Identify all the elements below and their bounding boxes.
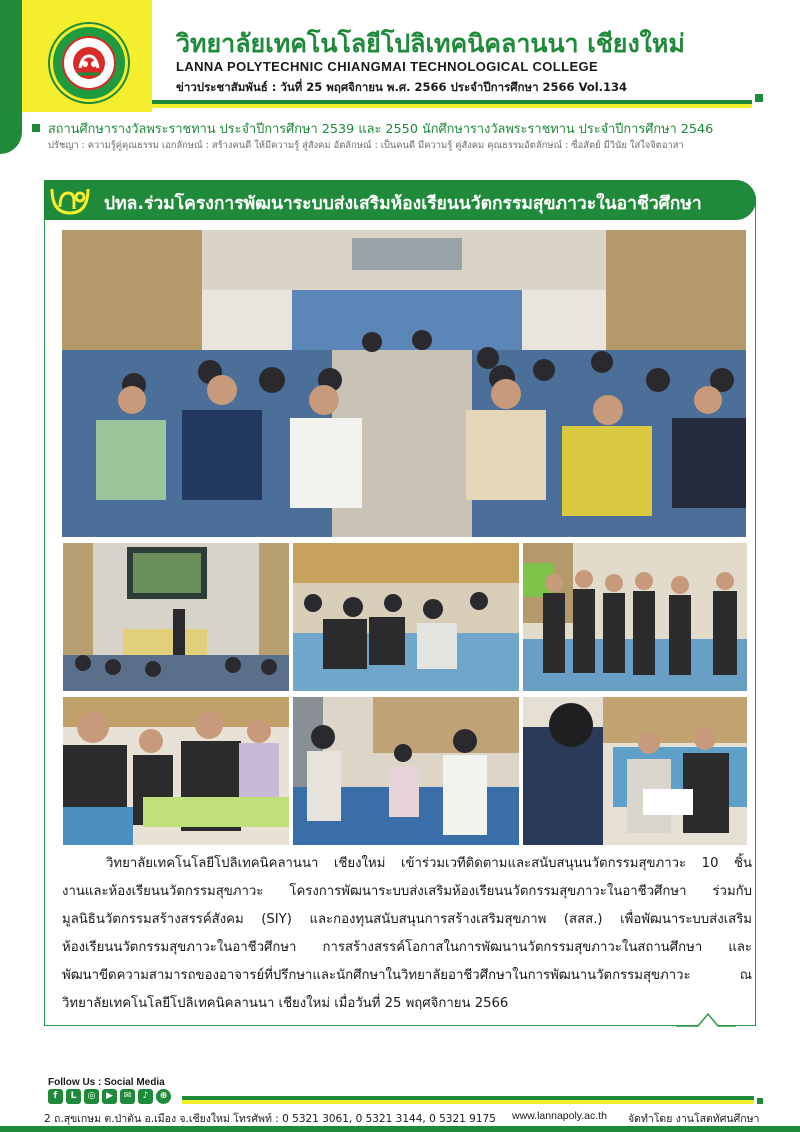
article-body-line: มูลนิธินวัตกรรมสร้างสรรค์สังคม (SIY) และกองทุนสนับสนุนการสร้างเสริมสุขภาพ (สสส.) เพื่อพัฒนาระบบส่งเสริม <box>62 912 752 927</box>
article-body-line: งานและห้องเรียนนวัตกรรมสุขภาวะ โครงการพัฒนาระบบส่งเสริมห้องเรียนนวัตกรรมสุขภาวะในอาชีวศึกษา ร่วมกับ <box>62 884 752 899</box>
main-group-photo <box>62 230 746 537</box>
award-line: สถานศึกษารางวัลพระราชทาน ประจำปีการศึกษา 2539 และ 2550 นักศึกษารางวัลพระราชทาน ประจำปีการศึกษา 2546 <box>48 122 714 137</box>
youtube-icon[interactable]: ▶ <box>102 1089 117 1104</box>
article-body-line: วิทยาลัยเทคโนโลยีโปลิเทคนิคลานนา เชียงใหม่ เมื่อวันที่ 25 พฤศจิกายน 2566 <box>62 996 509 1011</box>
award-bullet-icon <box>32 124 40 132</box>
newsletter-issue-line: ข่าวประชาสัมพันธ์ : วันที่ 25 พฤศจิกายน พ.ศ. 2566 ประจำปีการศึกษา 2566 Vol.134 <box>176 80 628 94</box>
article-body-line: ห้องเรียนนวัตกรรมสุขภาวะในอาชีวศึกษา การสร้างสรรค์โอกาสในการพัฒนานวัตกรรมสุขภาวะในสถานศึกษา และ <box>62 940 752 955</box>
article-body-line: วิทยาลัยเทคโนโลยีโปลิเทคนิคลานนา เชียงใหม่ เข้าร่วมเวทีติดตามและสนับสนุนนวัตกรรมสุขภาวะ 10 ชิ้น <box>106 856 752 871</box>
line-icon[interactable]: L <box>66 1089 81 1104</box>
footer-rule-square <box>757 1098 763 1104</box>
college-emblem-icon <box>64 38 114 88</box>
classroom-discussion-photo <box>293 697 519 845</box>
social-icons-row <box>48 1089 171 1104</box>
motto-line: ปรัชญา : ความรู้คู่คุณธรรม เอกลักษณ์ : สร้างคนดี ให้มีความรู้ สู่สังคม อัตลักษณ์ : เป็นคนดี มีความรู้ คู่สังคม คุณธรรมอัตลักษณ์ : ซื่อสัตย์ มีวินัย ใส่ใจจิตอาสา <box>48 140 684 151</box>
header-green-strip <box>0 0 22 112</box>
follow-us-label: Follow Us : Social Media <box>48 1077 165 1088</box>
tiktok-icon[interactable]: ♪ <box>138 1089 153 1104</box>
article-body-line: พัฒนาขีดความสามารถของอาจารย์ที่ปรึกษาและนักศึกษาในวิทยาลัยอาชีวศึกษาในการพัฒนานวัตกรรมสุขภาวะ ณ <box>62 968 752 983</box>
students-reading-photo <box>523 697 747 845</box>
footer-address: 2 ถ.สุขเกษม ต.ป่าตัน อ.เมือง จ.เชียงใหม่ โทรศัพท์ : 0 5321 3061, 0 5321 3144, 0 5321 9175 <box>44 1113 496 1125</box>
article-title: ปทล.ร่วมโครงการพัฒนาระบบส่งเสริมห้องเรียนนวัตกรรมสุขภาวะในอาชีวศึกษา <box>104 194 702 214</box>
article-body <box>62 850 752 1018</box>
website-icon[interactable]: ⊕ <box>156 1089 171 1104</box>
instagram-icon[interactable]: ◎ <box>84 1089 99 1104</box>
college-monogram-icon <box>48 183 92 217</box>
footer-website-link[interactable]: www.lannapoly.ac.th <box>512 1110 607 1122</box>
header-rule-yellow <box>152 104 752 108</box>
header-rule-square <box>755 94 763 102</box>
students-seated-photo <box>293 543 519 691</box>
facebook-icon[interactable]: f <box>48 1089 63 1104</box>
students-with-model-photo <box>63 697 289 845</box>
header-green-curve <box>0 112 22 154</box>
presentation-photo <box>63 543 289 691</box>
footer-credit: จัดทำโดย งานโสตทัศนศึกษา <box>628 1113 760 1125</box>
college-logo <box>50 24 128 102</box>
group-standing-photo <box>523 543 747 691</box>
footer-rule-yellow <box>182 1100 754 1104</box>
college-name-thai: วิทยาลัยเทคโนโลยีโปลิเทคนิคลานนา เชียงใหม่ <box>176 29 685 58</box>
footer-green-bar <box>0 1126 800 1132</box>
college-name-english: LANNA POLYTECHNIC CHIANGMAI TECHNOLOGICAL COLLEGE <box>176 59 599 74</box>
messenger-icon[interactable]: ✉ <box>120 1089 135 1104</box>
